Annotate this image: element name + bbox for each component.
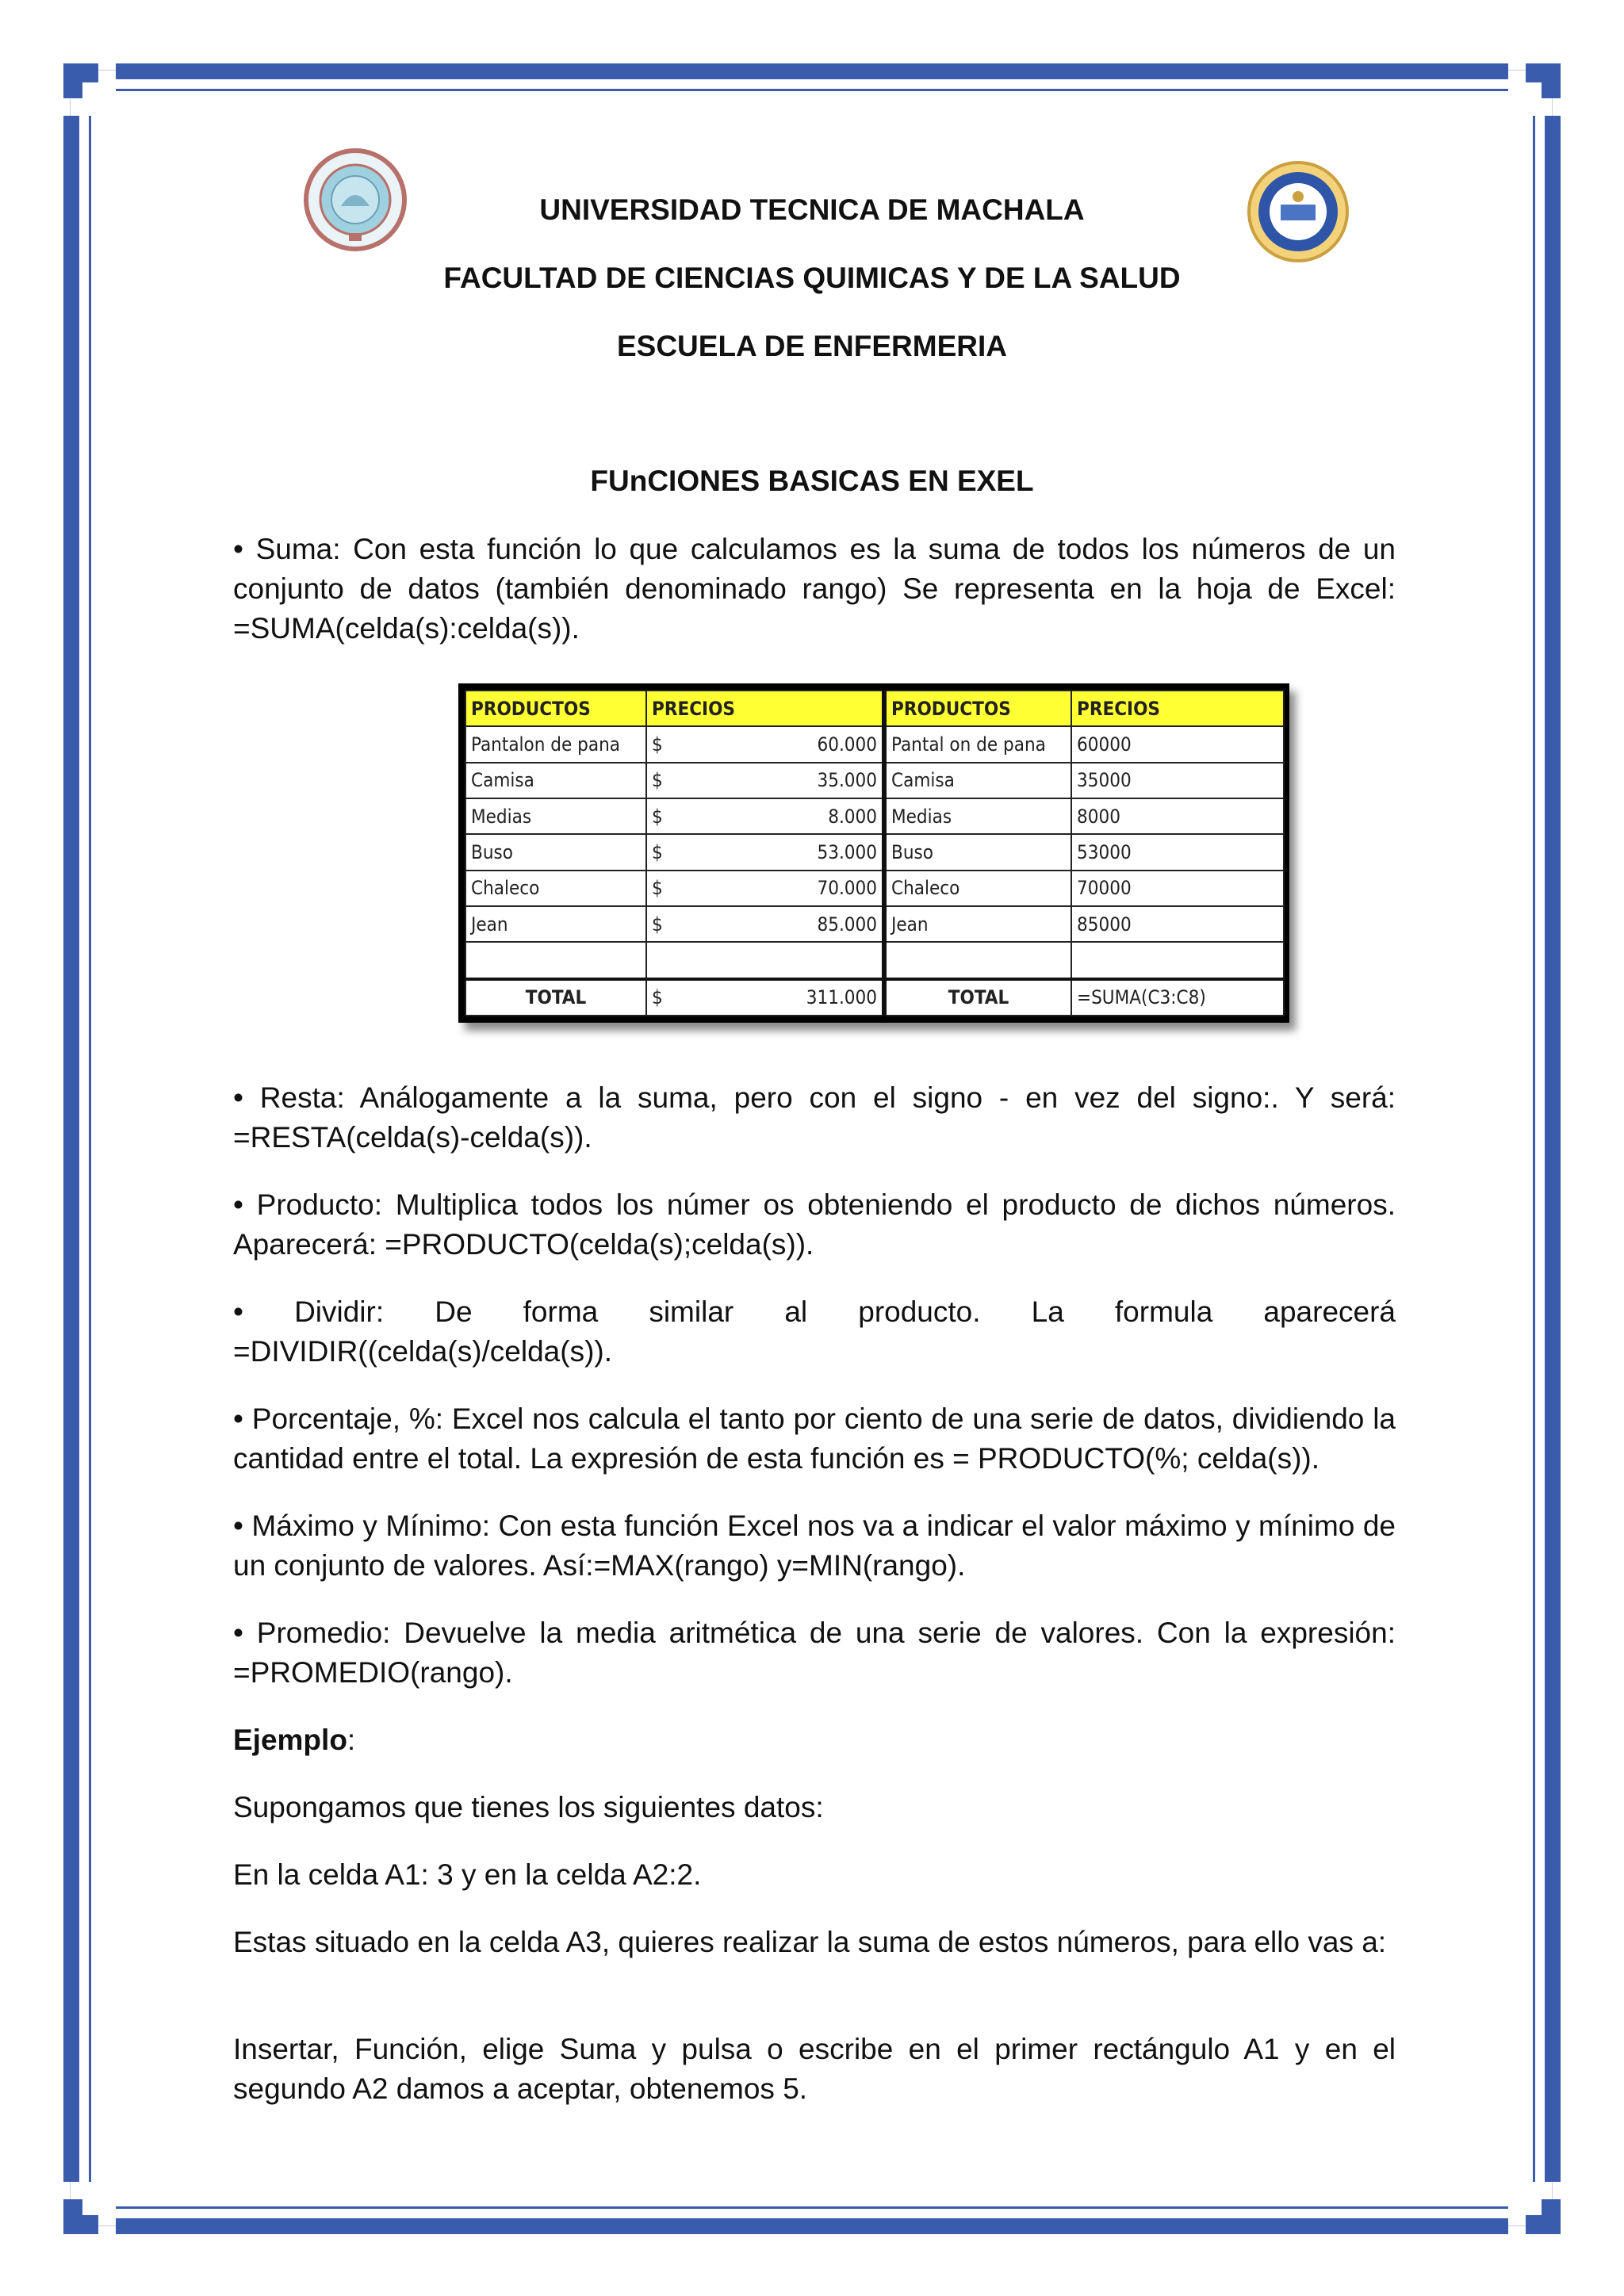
product-cell: Jean [465,906,646,942]
product-cell: Chaleco [465,871,646,906]
example-label: Ejemplo [233,1724,347,1756]
university-name: UNIVERSIDAD TECNICA DE MACHALA [539,193,1085,226]
example-heading [233,1720,1396,1760]
product-cell: Camisa [884,763,1071,798]
table-row [465,798,1284,834]
raw-price-cell: 60000 [1071,726,1284,762]
border-top [116,63,1508,79]
header-cell: PRECIOS [1071,691,1284,726]
table-header-row [465,691,1284,726]
paragraph-producto: • Producto: Multiplica todos los númer os obteniendo el producto de dichos números. Aparecerá: =PRODUCTO(celda(s);celda(s)). [233,1188,1396,1261]
border-bottom [116,2218,1508,2234]
header-cell: PRECIOS [646,691,884,726]
paragraph-dividir-line1: • Dividir: De forma similar al producto. La formula aparecerá [233,1295,1396,1328]
faculty-name: FACULTAD DE CIENCIAS QUIMICAS Y DE LA SALUD [443,262,1181,294]
price-cell: $ 85.000 [646,906,884,942]
price-cell: $ 70.000 [646,871,884,906]
border-inner-right [1533,116,1535,2182]
border-corner [1526,2199,1561,2234]
border-corner [1526,63,1561,98]
price-cell: $ 60.000 [646,726,884,762]
spreadsheet-example [458,683,1289,1023]
paragraph-supongamos: Supongamos que tienes los siguientes datos: [233,1791,824,1823]
header-cell: PRODUCTOS [465,691,646,726]
header-cell: PRODUCTOS [884,691,1071,726]
product-cell: Chaleco [884,871,1071,906]
raw-price-cell: 35000 [1071,763,1284,798]
product-cell: Buso [884,834,1071,870]
paragraph-maximo-minimo: • Máximo y Mínimo: Con esta función Excel nos va a indicar el valor máximo y mínimo de un conjunto de valores. Así:=MAX(rango) y=MIN(rango). [233,1510,1396,1582]
border-inner-top [116,89,1508,91]
table-row [465,871,1284,906]
product-cell: Pantalon de pana [465,726,646,762]
raw-price-cell: 53000 [1071,834,1284,870]
product-cell: Medias [465,798,646,834]
product-cell: Buso [465,834,646,870]
product-cell: Camisa [465,763,646,798]
example-colon: : [347,1724,356,1756]
product-cell: Pantal on de pana [884,726,1071,762]
product-cell: Medias [884,798,1071,834]
paragraph-insertar: Insertar, Función, elige Suma y pulsa o escribe en el primer rectángulo A1 y en el segundo A2 damos a aceptar, obtenemos 5. [233,2033,1396,2105]
table-row [465,726,1284,762]
document-title: FUnCIONES BASICAS EN EXEL [590,465,1034,497]
border-corner [63,63,98,98]
table-row [465,906,1284,942]
raw-price-cell: 70000 [1071,871,1284,906]
total-label: TOTAL [465,979,646,1016]
table-total-row [465,979,1284,1016]
paragraph-porcentaje: • Porcentaje, %: Excel nos calcula el tanto por ciento de una serie de datos, dividiendo la cantidad entre el total. La expresión de esta función es = PRODUCTO(%; celda(s)). [233,1402,1396,1475]
school-name: ESCUELA DE ENFERMERIA [616,330,1007,362]
paragraph-promedio: • Promedio: Devuelve la media aritmética de una serie de valores. Con la expresión: =PROMEDIO(rango). [233,1617,1396,1689]
price-cell: $ 53.000 [646,834,884,870]
spreadsheet-table [465,690,1285,1016]
total-formula-cell: =SUMA(C3:C8) [1071,979,1284,1016]
paragraph-dividir-line2: =DIVIDIR((celda(s)/celda(s)). [233,1335,613,1368]
raw-price-cell: 8000 [1071,798,1284,834]
price-cell: $ 35.000 [646,763,884,798]
border-inner-left [89,116,91,2182]
paragraph-suma: • Suma: Con esta función lo que calculamos es la suma de todos los números de un conjunto de datos (también denominado rango) Se representa en la hoja de Excel: =SUMA(celda(s):celda(s)). [233,533,1396,645]
paragraph-estas: Estas situado en la celda A3, quieres realizar la suma de estos números, para ello vas a: [233,1926,1387,1958]
price-cell: $ 8.000 [646,798,884,834]
table-row-blank [465,942,1284,978]
border-left [63,116,79,2182]
raw-price-cell: 85000 [1071,906,1284,942]
total-label: TOTAL [884,979,1071,1016]
paragraph-resta: • Resta: Análogamente a la suma, pero con el signo - en vez del signo:. Y será: =RESTA(celda(s)-celda(s)). [233,1081,1396,1154]
total-value-cell: $ 311.000 [646,979,884,1016]
border-corner [63,2199,98,2234]
paragraph-celdas: En la celda A1: 3 y en la celda A2:2. [233,1858,702,1891]
border-right [1545,116,1561,2182]
border-inner-bottom [116,2206,1508,2209]
table-row [465,834,1284,870]
product-cell: Jean [884,906,1071,942]
paragraph-dividir [233,1292,1396,1372]
table-row [465,763,1284,798]
